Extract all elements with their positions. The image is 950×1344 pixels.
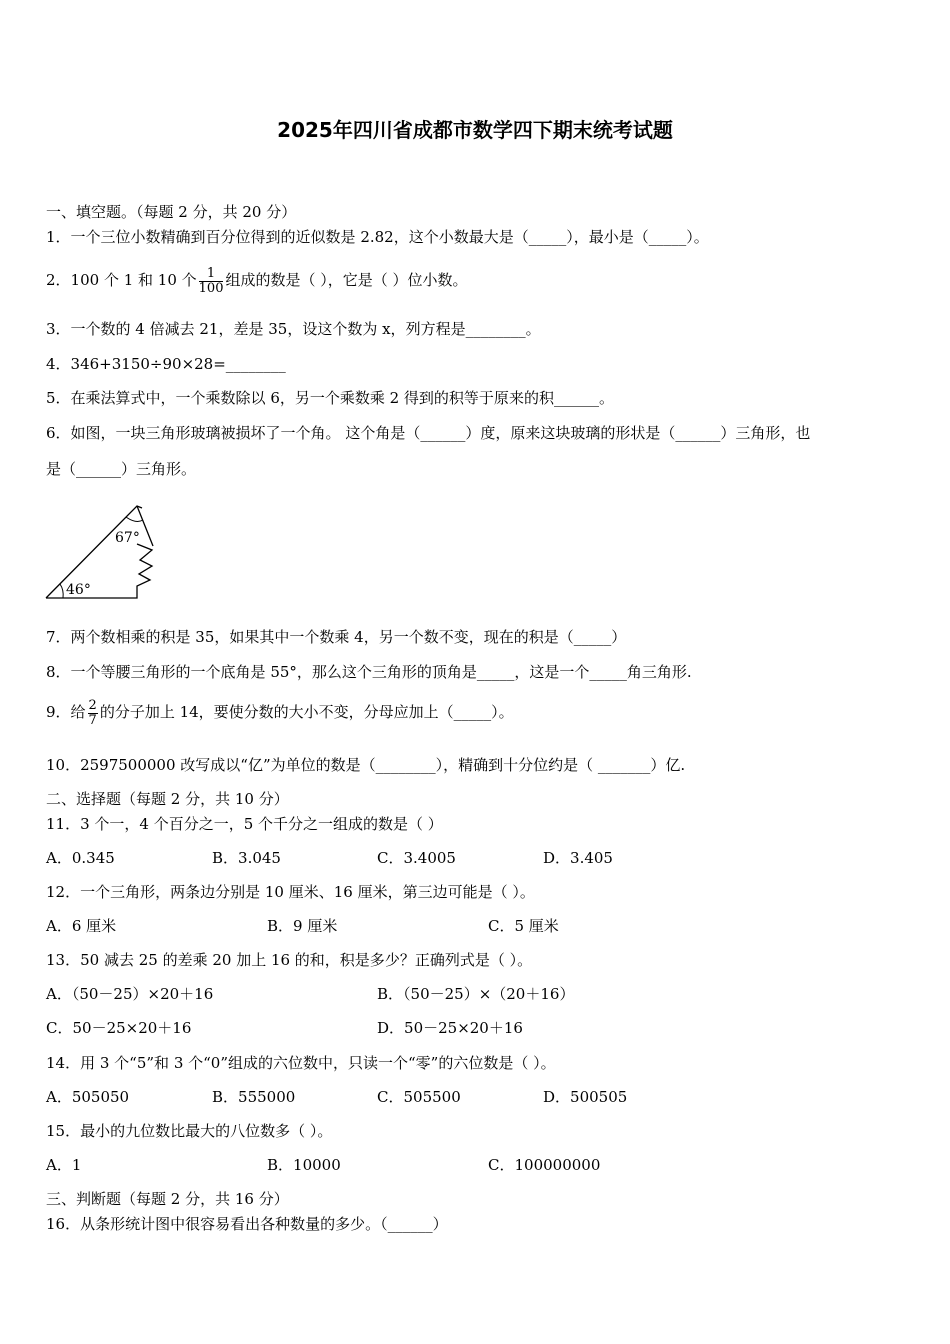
question-11-options [46,848,926,868]
question-3: 3．一个数的 4 倍减去 21，差是 35，设这个数为 x，列方程是________。 [46,320,541,338]
question-16: 16．从条形统计图中很容易看出各种数量的多少。（______） [46,1215,448,1233]
question-12: 12．一个三角形，两条边分别是 10 厘米、16 厘米，第三边可能是（ ）。 [46,883,535,901]
fraction-2-7 [88,699,98,728]
question-14-options [46,1087,926,1107]
question-1: 1．一个三位小数精确到百分位得到的近似数是 2.82，这个小数最大是（_____），最小是（_____）。 [46,228,709,246]
broken-triangle-figure [40,498,170,608]
question-6-line-1: 6．如图，一块三角形玻璃被损坏了一个角。 这个角是（______）度，原来这块玻璃的形状是（______）三角形，也 [46,424,811,442]
question-2-suffix: 组成的数是（ ），它是（ ）位小数。 [225,271,468,289]
option-d: D．50－25×20＋16 [377,1019,523,1037]
option-d: D．3.405 [543,849,613,867]
option-a: A．0.345 [46,849,115,867]
question-5: 5．在乘法算式中，一个乘数除以 6，另一个乘数乘 2 得到的积等于原来的积______。 [46,389,614,407]
fraction-denominator: 7 [88,712,97,728]
question-15-options [46,1155,926,1175]
fraction-numerator: 1 [199,267,224,282]
option-a: A．505050 [46,1088,130,1106]
triangle-broken-edge [46,544,152,598]
option-a: A．1 [46,1156,82,1174]
question-8: 8．一个等腰三角形的一个底角是 55°，那么这个三角形的顶角是_____，这是一个_____角三角形. [46,663,692,681]
question-2-prefix: 2．100 个 1 和 10 个 [46,271,197,289]
option-a: A．6 厘米 [46,917,117,935]
fraction-numerator: 2 [88,697,97,713]
option-c: C．5 厘米 [488,917,559,935]
option-d: D．500505 [543,1088,628,1106]
fraction-denominator: 100 [198,280,224,296]
option-c: C．50－25×20＋16 [46,1019,192,1037]
angle-arc-bottom [60,584,63,598]
option-b: B．3.045 [212,849,281,867]
question-11: 11．3 个一，4 个百分之一，5 个千分之一组成的数是（ ） [46,815,443,833]
option-b: B．555000 [212,1088,296,1106]
question-9-suffix: 的分子加上 14，要使分数的大小不变，分母应加上（_____）。 [99,703,514,721]
option-c: C．100000000 [488,1156,601,1174]
fraction-1-100 [199,267,224,296]
option-a: A．（50－25）×20＋16 [46,985,214,1003]
option-c: C．3.4005 [377,849,456,867]
question-14: 14．用 3 个“5”和 3 个“0”组成的六位数中，只读一个“零”的六位数是（ ）。 [46,1054,556,1072]
section-1-heading: 一、填空题。（每题 2 分，共 20 分） [46,203,297,221]
question-12-options [46,916,926,936]
page-title: 2025年四川省成都市数学四下期末统考试题 [277,118,673,142]
option-b: B．（50－25）×（20＋16） [377,985,575,1003]
question-7: 7．两个数相乘的积是 35，如果其中一个数乘 4，另一个数不变，现在的积是（_____） [46,628,627,646]
question-9 [46,694,514,734]
section-3-heading: 三、判断题（每题 2 分，共 16 分） [46,1190,289,1208]
option-b: B．10000 [267,1156,341,1174]
question-15: 15．最小的九位数比最大的八位数多（ ）。 [46,1122,333,1140]
question-10: 10．2597500000 改写成以“亿”为单位的数是（________），精确到十分位约是（ _______）亿. [46,756,686,774]
section-2-heading: 二、选择题（每题 2 分，共 10 分） [46,790,289,808]
question-9-prefix: 9．给 [46,703,86,721]
question-13-options-row-1 [46,984,926,1004]
angle-label-bottom: 46° [66,582,91,598]
question-6-line-2: 是（______）三角形。 [46,460,197,478]
angle-label-top: 67° [115,530,140,546]
question-13-options-row-2 [46,1018,926,1038]
question-13: 13．50 减去 25 的差乘 20 加上 16 的和，积是多少？正确列式是（ ）。 [46,951,533,969]
angle-arc-top [126,517,143,521]
option-b: B．9 厘米 [267,917,338,935]
question-4: 4．346+3150÷90×28=________ [46,355,286,373]
question-2 [46,262,468,302]
option-c: C．505500 [377,1088,461,1106]
